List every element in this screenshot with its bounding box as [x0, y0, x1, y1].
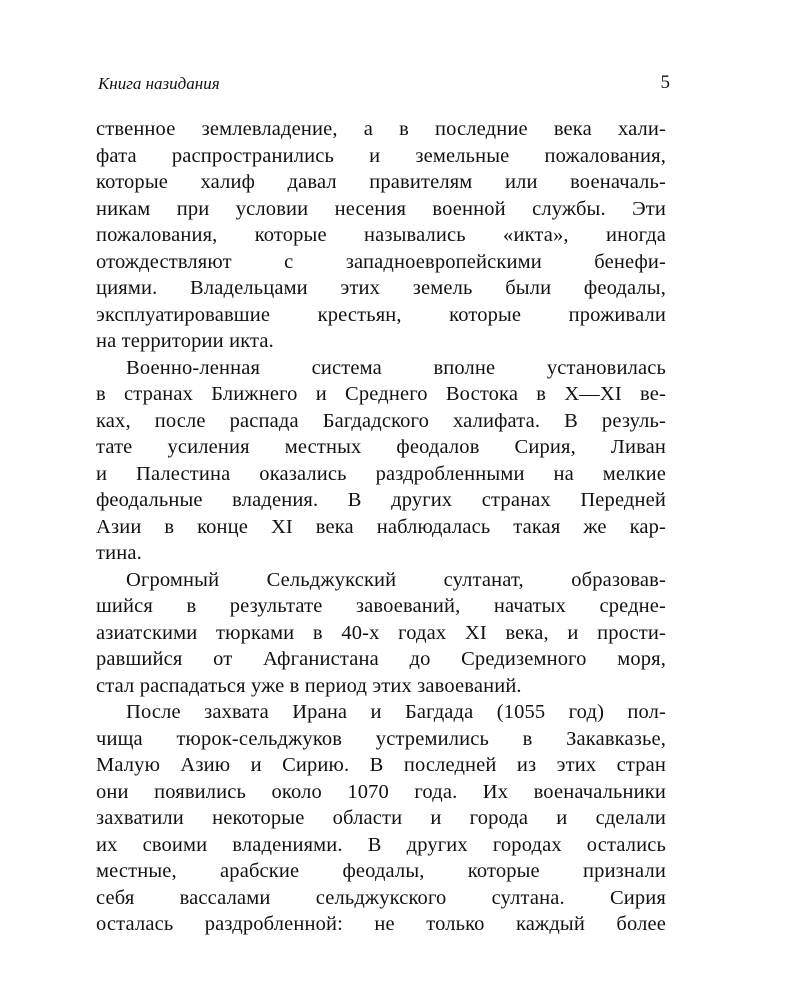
text-line: они появились около 1070 года. Их военачальники [96, 780, 666, 803]
text-line: Военно-ленная система вполне установилась [126, 356, 666, 379]
text-line: феодальные владения. В других странах Передней [96, 489, 666, 511]
text-line: которые халиф давал правителям или военачаль- [96, 171, 666, 193]
text-line: фата распространились и земельные пожалования, [96, 144, 666, 167]
page-number: 5 [660, 72, 670, 93]
text-line: захватили некоторые области и города и сделали [96, 807, 666, 829]
text-line: равшийся от Афганистана до Средиземного моря, [96, 648, 666, 670]
text-line: циями. Владельцами этих земель были феодалы, [96, 277, 666, 299]
text-line: никам при условии несения военной службы. Эти [96, 197, 666, 220]
text-line: осталась раздробленной: не только каждый более [96, 913, 666, 935]
text-line: стал распадаться уже в период этих завоеваний. [96, 674, 522, 697]
text-line: тате усиления местных феодалов Сирия, Ливан [96, 436, 666, 458]
text-line: ственное землевладение, а в последние века хали- [96, 118, 666, 140]
text-line: и Палестина оказались раздробленными на мелкие [96, 462, 666, 485]
running-title: Книга назидания [98, 74, 220, 93]
text-line: пожалования, которые назывались «икта», иногда [96, 224, 666, 246]
text-line: их своими владениями. В других городах остались [96, 833, 666, 856]
text-line: эксплуатировавшие крестьян, которые проживали [96, 303, 666, 326]
text-line: себя вассалами сельджукского султана. Сирия [96, 886, 666, 909]
text-line: на территории икта. [96, 330, 274, 352]
text-line: Огромный Сельджукский султанат, образовав- [126, 568, 666, 591]
text-line: шийся в результате завоеваний, начатых средне- [96, 595, 666, 617]
book-page [96, 72, 670, 938]
text-line: тина. [96, 542, 142, 564]
text-line: Азии в конце XI века наблюдалась такая же кар- [96, 515, 666, 538]
text-line: ках, после распада Багдадского халифата. В резуль- [96, 409, 666, 432]
text-line: отождествляют с западноевропейскими бенефи- [96, 250, 666, 273]
text-line: в странах Ближнего и Среднего Востока в X—XI ве- [96, 383, 666, 405]
body-text [96, 116, 666, 938]
text-line: местные, арабские феодалы, которые признали [96, 860, 666, 882]
text-line: азиатскими тюрками в 40-х годах XI века, и прости- [96, 621, 666, 644]
paragraph [96, 355, 666, 567]
text-line: Малую Азию и Сирию. В последней из этих стран [96, 754, 666, 776]
text-line: чища тюрок-сельджуков устремились в Закавказье, [96, 727, 666, 750]
paragraph [96, 567, 666, 700]
paragraph [96, 699, 666, 938]
text-line: После захвата Ирана и Багдада (1055 год) пол- [126, 701, 666, 723]
running-head [96, 72, 670, 104]
paragraph [96, 116, 666, 355]
